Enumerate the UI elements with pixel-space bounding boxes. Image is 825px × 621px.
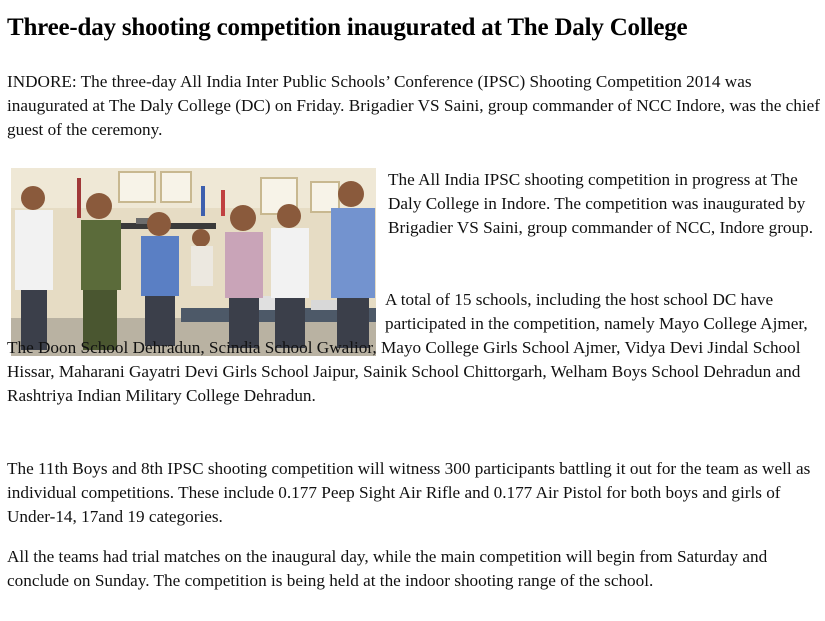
- article-paragraph-intro: INDORE: The three-day All India Inter Public Schools’ Conference (IPSC) Shooting Competition 2014 was inaugurated at The Daly College (DC) on Friday. Brigadier VS Saini, group commander of NCC Indore, was the chief guest of the ceremony.: [7, 72, 821, 139]
- article-paragraph-schools: [7, 288, 822, 408]
- article-paragraph-schedule: All the teams had trial matches on the inaugural day, while the main competition will begin from Saturday and conclude on Sunday. The competition is being held at the indoor shooting range of the school.: [7, 547, 768, 590]
- article-paragraph-schools-text: A total of 15 schools, including the host school DC have participated in the competition, namely Mayo College Ajmer, The Doon School Dehradun, Scindia School Gwalior, Mayo College Girls School Ajmer, Vidya Devi Jindal School Hissar, Maharani Gayatri Devi Girls School Jaipur, Sainik School Chittorgarh, Welham Boys School Dehradun and Rashtriya Indian Military College Dehradun.: [7, 290, 808, 405]
- article-headline: Three-day shooting competition inaugurated at The Daly College: [7, 14, 688, 41]
- photo-caption-paragraph: The All India IPSC shooting competition in progress at The Daly College in Indore. The competition was inaugurated by Brigadier VS Saini, group commander of NCC, Indore group.: [388, 170, 814, 237]
- article-paragraph-details: The 11th Boys and 8th IPSC shooting competition will witness 300 participants battling it out for the team as well as individual competitions. These include 0.177 Peep Sight Air Rifle and 0.177 Air Pistol for both boys and girls of Under-14, 17and 19 categories.: [7, 459, 811, 526]
- photo-wrap-spacer: [7, 288, 385, 336]
